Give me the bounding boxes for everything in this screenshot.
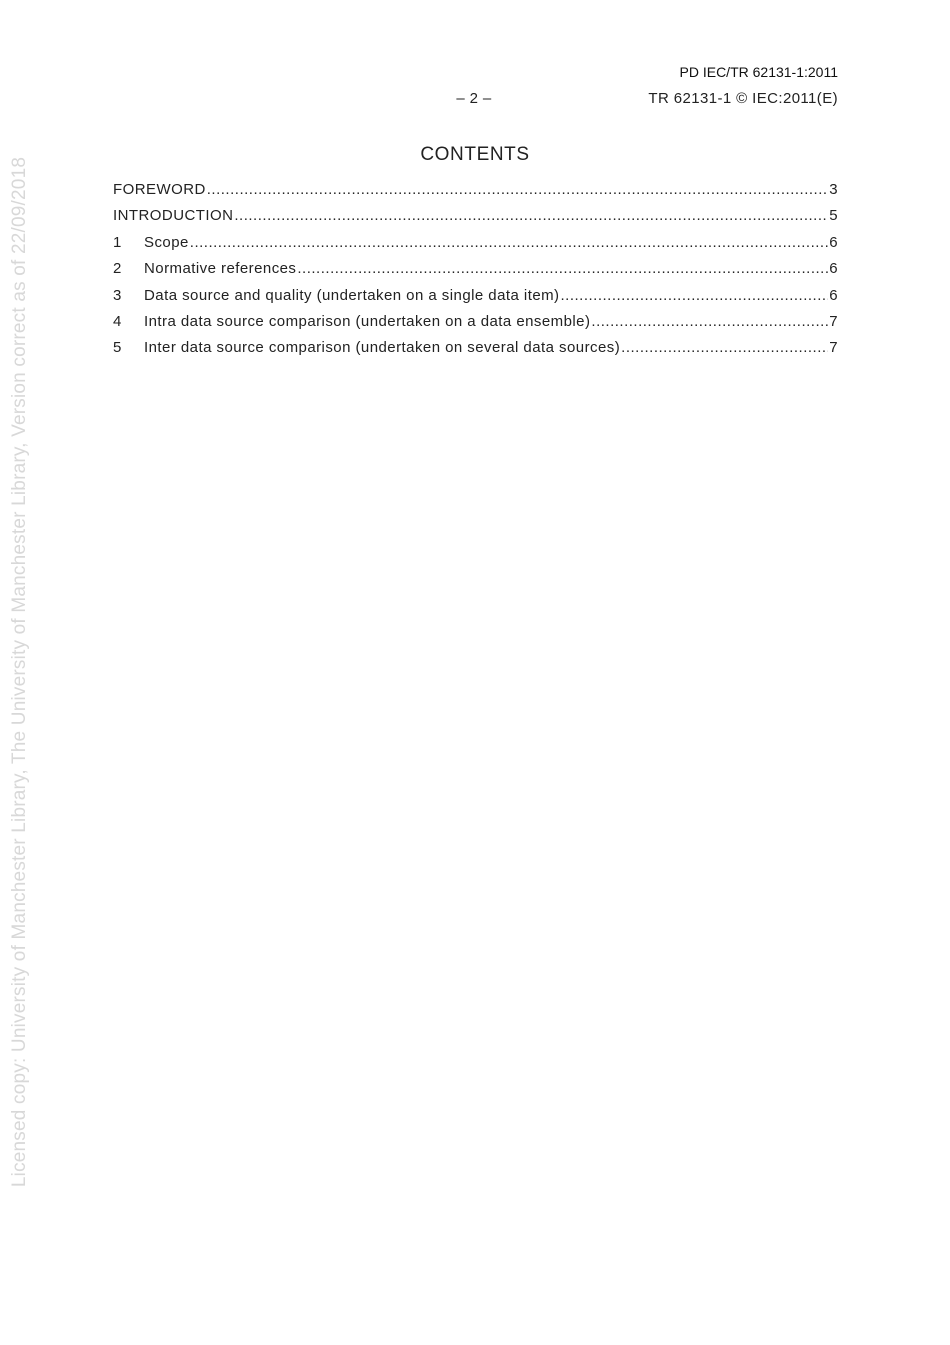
toc-entry-title: Data source and quality (undertaken on a single data item) — [144, 286, 560, 304]
toc-entry-page: 6 — [829, 260, 838, 278]
toc-entry-number: 2 — [113, 260, 122, 278]
toc-entry-title: Inter data source comparison (undertaken on several data sources) — [144, 339, 621, 357]
toc-leader-dots — [207, 181, 828, 198]
document-id: PD IEC/TR 62131-1:2011 — [679, 64, 838, 80]
document-reference: TR 62131-1 © IEC:2011(E) — [648, 90, 838, 107]
toc-entry-page: 6 — [829, 286, 838, 304]
toc-entry-title: INTRODUCTION — [113, 207, 234, 225]
contents-title: CONTENTS — [420, 144, 530, 165]
toc-leader-dots — [297, 260, 828, 277]
toc-entry-page: 6 — [829, 233, 838, 251]
toc-entry-page: 3 — [829, 181, 838, 198]
toc-entry-number: 4 — [113, 312, 122, 330]
page-number: – 2 – — [456, 90, 492, 107]
toc-entry-data-source-quality[interactable] — [113, 287, 838, 313]
license-watermark: Licensed copy: University of Manchester Library, The University of Manchester Library, Version correct as of 22/09/2018 — [9, 156, 30, 1188]
toc-entry-scope[interactable] — [113, 234, 838, 260]
toc-leader-dots — [591, 313, 828, 330]
toc-entry-introduction[interactable] — [113, 207, 838, 233]
toc-entry-intra-data-source[interactable] — [113, 313, 838, 339]
toc-entry-number: 5 — [113, 339, 122, 357]
toc-leader-dots — [234, 207, 828, 224]
toc-leader-dots — [621, 339, 828, 356]
toc-entry-page: 7 — [829, 312, 838, 330]
toc-entry-inter-data-source[interactable] — [113, 339, 838, 365]
toc-entry-number: 3 — [113, 286, 122, 304]
table-of-contents — [113, 181, 838, 366]
toc-entry-title: FOREWORD — [113, 181, 206, 198]
toc-leader-dots — [190, 234, 828, 251]
toc-entry-normative-references[interactable] — [113, 260, 838, 286]
toc-entry-page: 5 — [829, 207, 838, 225]
toc-entry-foreword[interactable] — [113, 181, 838, 207]
toc-entry-page: 7 — [829, 339, 838, 357]
toc-entry-number: 1 — [113, 233, 122, 251]
toc-entry-title: Normative references — [144, 260, 297, 278]
toc-leader-dots — [561, 287, 829, 304]
toc-entry-title: Intra data source comparison (undertaken on a data ensemble) — [144, 312, 591, 330]
toc-entry-title: Scope — [144, 233, 189, 251]
